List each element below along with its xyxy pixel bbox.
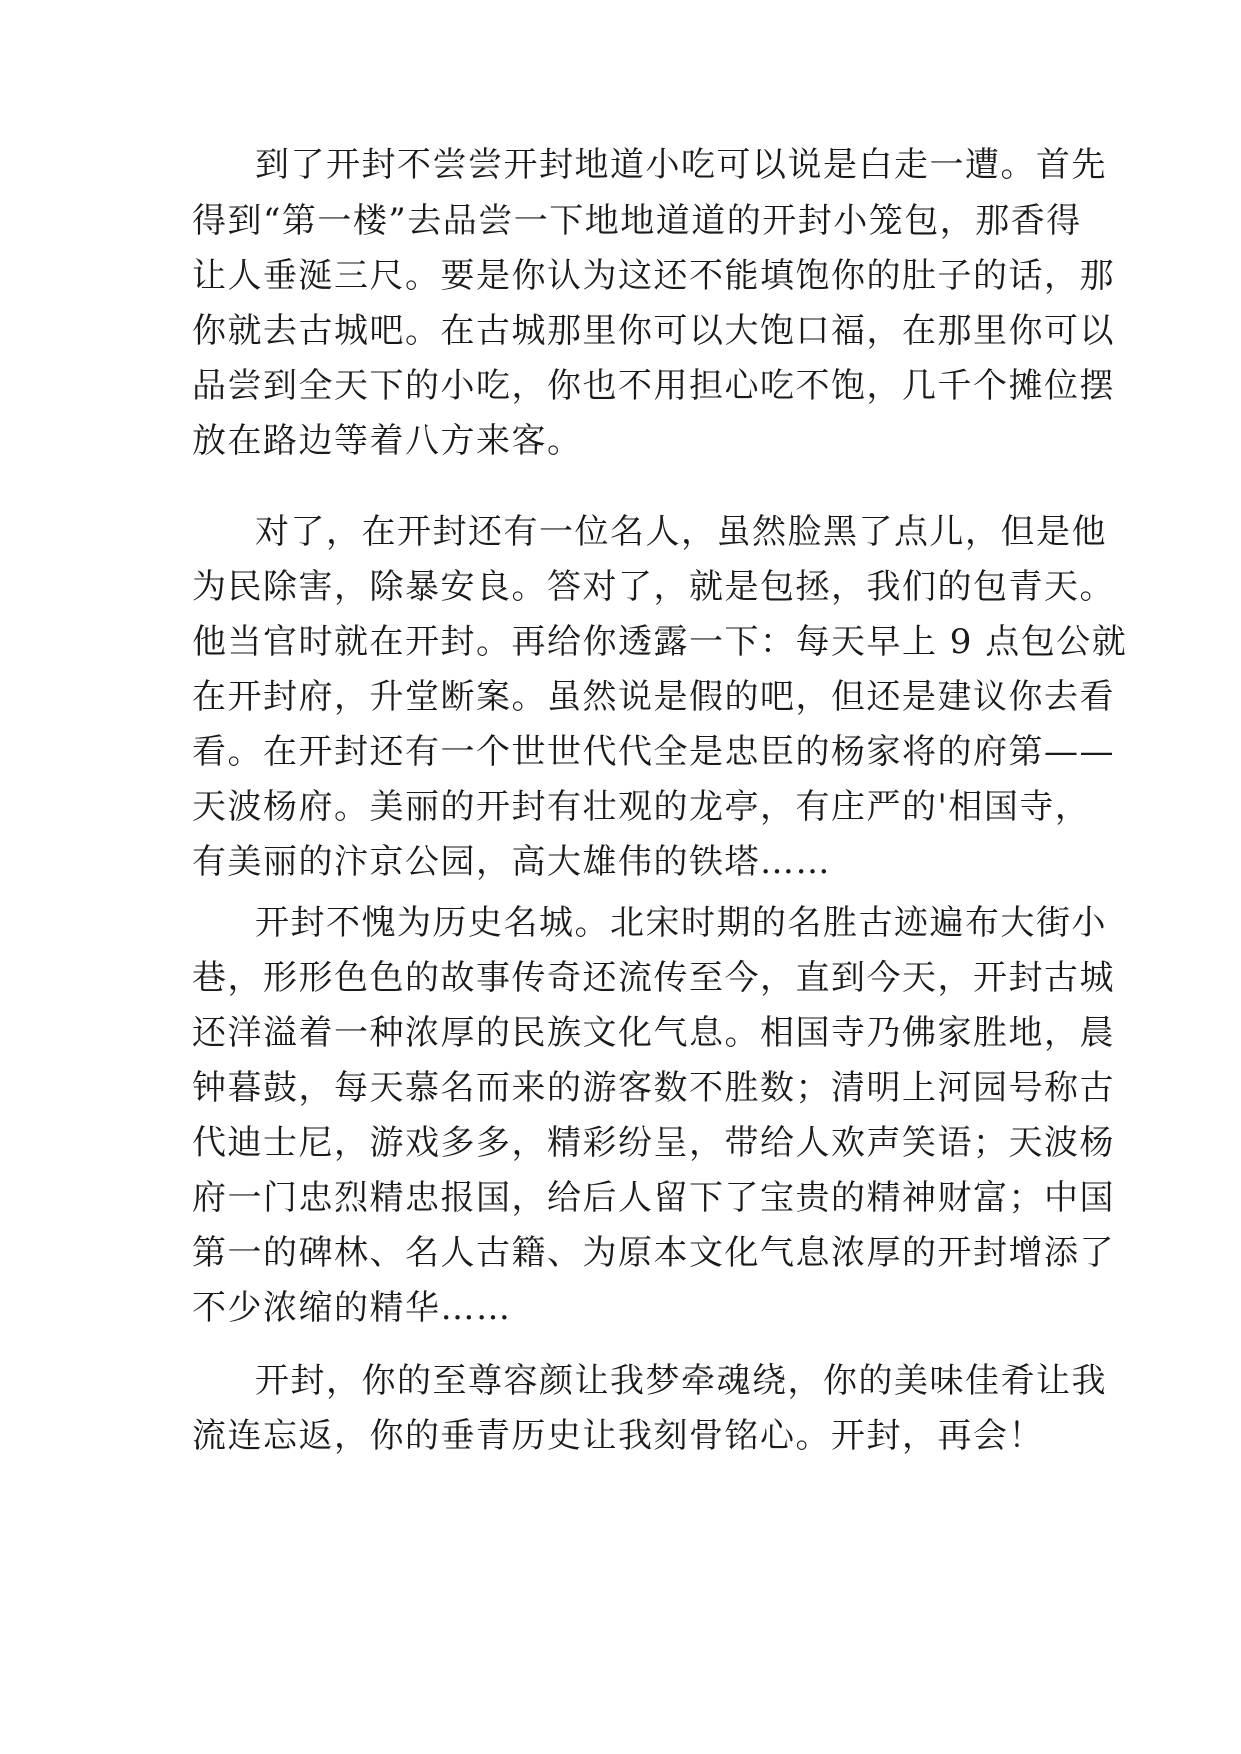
- text-line: 对了，在开封还有一位名人，虽然脸黑了点儿，但是他: [255, 512, 1107, 552]
- text-line: 得到“第一楼”去品尝一下地地道道的开封小笼包，那香得: [192, 201, 1082, 241]
- text-line: 钟暮鼓，每天慕名而来的游客数不胜数；清明上河园号称古: [192, 1068, 1115, 1108]
- text-line: 天波杨府。美丽的开封有壮观的龙亭，有庄严的'相国寺，: [192, 787, 1091, 827]
- text-line: 第一的碑林、名人古籍、为原本文化气息浓厚的开封增添了: [192, 1233, 1115, 1273]
- text-line: 巷，形形色色的故事传奇还流传至今，直到今天，开封古城: [192, 958, 1115, 998]
- text-line: 品尝到全天下的小吃，你也不用担心吃不饱，几千个摊位摆: [192, 366, 1115, 406]
- text-line: 看。在开封还有一个世世代代全是忠臣的杨家将的府第——: [192, 732, 1115, 772]
- text-line: 不少浓缩的精华……: [192, 1288, 512, 1328]
- text-line: 为民除害，除暴安良。答对了，就是包拯，我们的包青天。: [192, 567, 1115, 607]
- text-line: 有美丽的汴京公园，高大雄伟的铁塔……: [192, 842, 831, 882]
- text-line: 流连忘返，你的垂青历史让我刻骨铭心。开封，再会！: [192, 1416, 1044, 1456]
- text-line: 让人垂涎三尺。要是你认为这还不能填饱你的肚子的话，那: [192, 256, 1115, 296]
- text-line: 你就去古城吧。在古城那里你可以大饱口福，在那里你可以: [192, 311, 1115, 351]
- text-line: 到了开封不尝尝开封地道小吃可以说是白走一遭。首先: [255, 145, 1107, 185]
- text-line: 他当官时就在开封。再给你透露一下：每天早上 9 点包公就: [192, 622, 1128, 662]
- text-line: 开封，你的至尊容颜让我梦牵魂绕，你的美味佳肴让我: [255, 1361, 1107, 1401]
- text-line: 还洋溢着一种浓厚的民族文化气息。相国寺乃佛家胜地，晨: [192, 1013, 1115, 1053]
- text-line: 放在路边等着八方来客。: [192, 421, 583, 461]
- text-line: 开封不愧为历史名城。北宋时期的名胜古迹遍布大街小: [255, 903, 1107, 943]
- text-line: 在开封府，升堂断案。虽然说是假的吧，但还是建议你去看: [192, 677, 1115, 717]
- text-line: 代迪士尼，游戏多多，精彩纷呈，带给人欢声笑语；天波杨: [192, 1123, 1115, 1163]
- text-line: 府一门忠烈精忠报国，给后人留下了宝贵的精神财富；中国: [192, 1178, 1115, 1218]
